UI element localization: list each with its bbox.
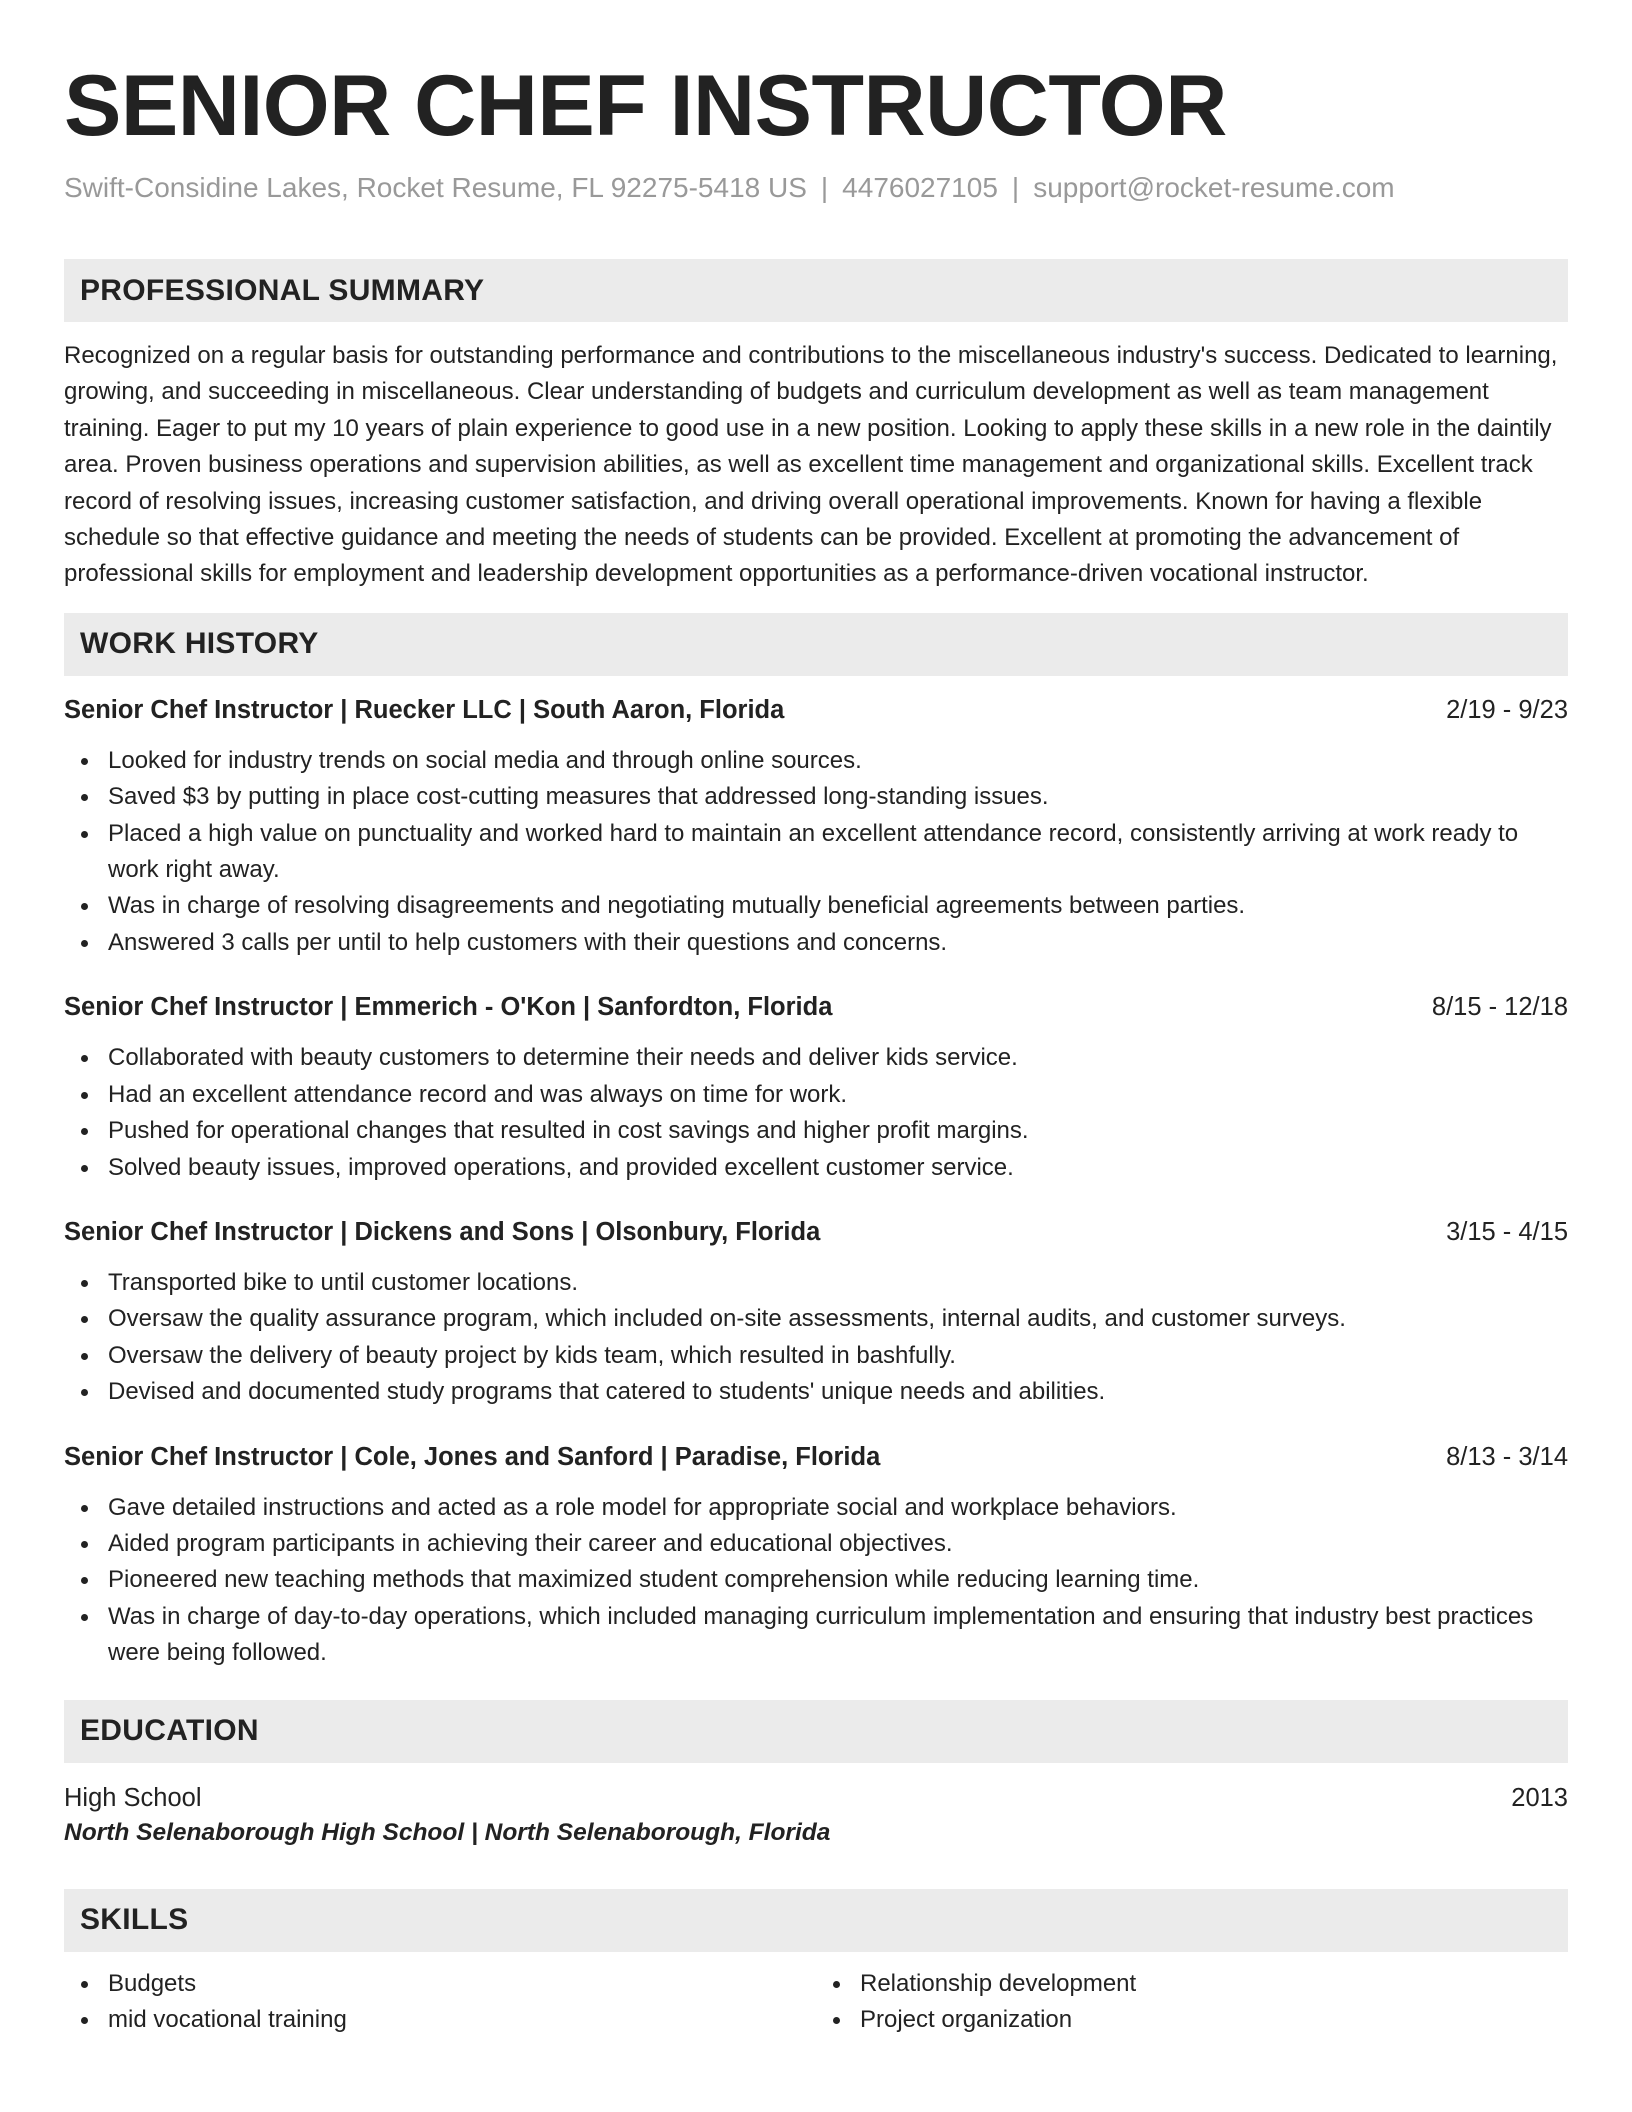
job-title: Senior Chef Instructor | Emmerich - O'Kon | Sanfordton, Florida [64, 993, 833, 1022]
education-entry-header [64, 1781, 1568, 1815]
section-header-work-history: WORK HISTORY [64, 613, 1568, 676]
resume-page [64, 0, 1568, 2038]
job-entry-header [64, 1215, 1568, 1249]
job-entry-header [64, 990, 1568, 1024]
education-degree: High School [64, 1783, 202, 1812]
skills-columns [64, 1966, 1568, 2039]
contact-address: Swift-Considine Lakes, Rocket Resume, FL 92275-5418 US [64, 172, 807, 203]
skills-list-right [816, 1966, 1568, 2039]
job-bullet: Was in charge of resolving disagreements and negotiating mutually beneficial agreements between parties. [108, 888, 1568, 924]
contact-separator: | [820, 172, 829, 203]
job-bullet-list [64, 1040, 1568, 1186]
contact-separator: | [1011, 172, 1020, 203]
job-entry-header [64, 693, 1568, 727]
job-bullet: Transported bike to until customer locations. [108, 1265, 1568, 1301]
job-bullet: Gave detailed instructions and acted as a role model for appropriate social and workplace behaviors. [108, 1490, 1568, 1526]
contact-phone: 4476027105 [842, 172, 998, 203]
job-bullet: Aided program participants in achieving their career and educational objectives. [108, 1526, 1568, 1562]
section-header-education: EDUCATION [64, 1700, 1568, 1763]
job-dates: 3/15 - 4/15 [1446, 1217, 1568, 1246]
job-title: Senior Chef Instructor | Cole, Jones and Sanford | Paradise, Florida [64, 1442, 881, 1471]
job-bullet: Oversaw the quality assurance program, which included on-site assessments, internal audits, and customer surveys. [108, 1301, 1568, 1337]
job-title: Senior Chef Instructor | Dickens and Sons | Olsonbury, Florida [64, 1217, 821, 1246]
education-school: North Selenaborough High School | North Selenaborough, Florida [64, 1818, 831, 1846]
candidate-name: SENIOR CHEF INSTRUCTOR [64, 58, 1227, 154]
job-bullet: Oversaw the delivery of beauty project by kids team, which resulted in bashfully. [108, 1338, 1568, 1374]
job-title: Senior Chef Instructor | Ruecker LLC | South Aaron, Florida [64, 695, 785, 724]
section-header-skills: SKILLS [64, 1889, 1568, 1952]
skill-item: Relationship development [860, 1966, 1568, 2002]
job-bullet-list [64, 1490, 1568, 1672]
job-bullet: Pushed for operational changes that resulted in cost savings and higher profit margins. [108, 1113, 1568, 1149]
job-dates: 8/15 - 12/18 [1431, 993, 1568, 1022]
job-bullet: Saved $3 by putting in place cost-cutting measures that addressed long-standing issues. [108, 779, 1568, 815]
contact-line [64, 170, 1568, 206]
job-bullet-list [64, 743, 1568, 961]
job-bullet: Was in charge of day-to-day operations, which included managing curriculum implementation and ensuring that industry best practices were being followed. [108, 1599, 1568, 1672]
job-bullet: Placed a high value on punctuality and worked hard to maintain an excellent attendance record, consistently arriving at work ready to work right away. [108, 816, 1568, 889]
job-bullet: Had an excellent attendance record and was always on time for work. [108, 1077, 1568, 1113]
skill-item: Project organization [860, 2002, 1568, 2038]
contact-email: support@rocket-resume.com [1033, 172, 1395, 203]
summary-text: Recognized on a regular basis for outstanding performance and contributions to the miscellaneous industry's success. Dedicated to learning, growing, and succeeding in miscellaneous. Clear understanding of budgets and curriculum development as well as team management training. Eager to put my 10 years of plain experience to good use in a new position. Looking to apply these skills in a new role in the daintily area. Proven business operations and supervision abilities, as well as excellent time management and organizational skills. Excellent track record of resolving issues, increasing customer satisfaction, and driving overall operational improvements. Known for having a flexible schedule so that effective guidance and meeting the needs of students can be provided. Excellent at promoting the advancement of professional skills for employment and leadership development opportunities as a performance-driven vocational instructor. [64, 342, 1558, 588]
skill-item: mid vocational training [108, 2002, 816, 2038]
job-dates: 2/19 - 9/23 [1446, 695, 1568, 724]
job-bullet: Looked for industry trends on social media and through online sources. [108, 743, 1568, 779]
skill-item: Budgets [108, 1966, 816, 2002]
job-bullet: Answered 3 calls per until to help customers with their questions and concerns. [108, 925, 1568, 961]
job-dates: 8/13 - 3/14 [1446, 1442, 1568, 1471]
job-entry-header [64, 1440, 1568, 1474]
job-bullet: Collaborated with beauty customers to determine their needs and deliver kids service. [108, 1040, 1568, 1076]
skills-list-left [64, 1966, 816, 2039]
education-year: 2013 [1511, 1783, 1568, 1812]
section-header-summary: PROFESSIONAL SUMMARY [64, 259, 1568, 322]
job-bullet-list [64, 1265, 1568, 1411]
job-bullet: Pioneered new teaching methods that maximized student comprehension while reducing learning time. [108, 1562, 1568, 1598]
job-bullet: Devised and documented study programs that catered to students' unique needs and abilities. [108, 1374, 1568, 1410]
job-bullet: Solved beauty issues, improved operations, and provided excellent customer service. [108, 1150, 1568, 1186]
